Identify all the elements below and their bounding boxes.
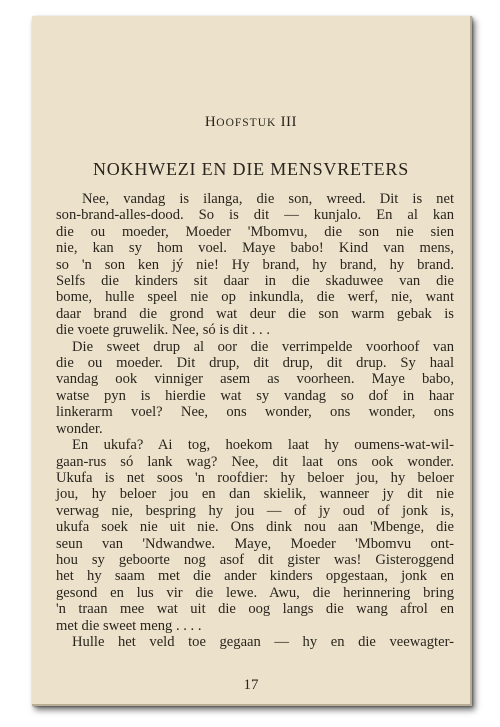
text-line: Hulle het veld toe gegaan — hy en die veewagter- [72,633,454,650]
chapter-heading [32,114,470,131]
text-line: met die sweet meng . . . . [56,617,202,634]
text-line: gesond en lus vir die lewe. Awu, die herinnering bring [56,584,454,601]
text-line: Selfs die kinders sit daar in die skaduwee van die [56,273,454,290]
text-line: ukufa soek nie uit nie. Ons dink nou aan 'Mbenge, die [56,519,454,536]
text-line: het hy saam met die ander kinders opgestaan, jonk en [56,568,454,585]
text-line: jou, hy beloer jou en dan skielik, wanneer jy dit nie [56,486,454,503]
text-line: gaan-rus só lank wag? Nee, dit laat ons ook wonder. [56,453,454,470]
text-line: linkerarm voel? Nee, ons wonder, ons wonder, ons [56,404,454,421]
chapter-word-rest: OOFSTUK [216,117,277,129]
text-line: verwag nie, bespring hy jou — of jy oud of jonk is, [56,502,454,519]
text-line: vandag ook vinniger asem as voorheen. Maye babo, [56,371,454,388]
text-line: hou sy geboorte nog asof dit gister was! Gisteroggend [56,551,454,568]
text-line: En ukufa? Ai tog, hoekom laat hy oumens-wat-wil- [72,437,454,454]
text-line: die ou moeder. Dit drup, dit drup, dit drup. Sy haal [56,355,454,372]
page-number: 17 [243,677,259,693]
text-line: bome, hulle speel nie op inkundla, die werf, nie, want [56,289,454,306]
text-line: seun van 'Ndwandwe. Maye, Moeder 'Mbomvu ont- [56,535,454,552]
text-line: nie, kan sy hom voel. Maye babo! Kind van mens, [56,240,454,257]
text-line: Nee, vandag is ilanga, die son, wreed. Dit is net [82,191,454,207]
text-line: daar brand die grond wat deur die son warm gebak is [56,305,454,322]
text-line: watse pyn is hierdie wat sy vandag so dof in haar [56,387,454,404]
body-text [56,191,454,650]
chapter-title: NOKHWEZI EN DIE MENSVRETERS [92,159,410,179]
text-line: wonder. [56,420,103,437]
chapter-word-initial: H [204,114,217,130]
chapter-numeral: III [280,114,298,130]
text-line: son-brand-alles-dood. So is dit — kunjalo. En al kan [56,207,454,224]
text-line: so 'n son ken jý nie! Hy brand, hy brand, hy brand. [56,256,454,273]
book-page [32,16,472,706]
text-line: 'n traan mee wat uit die oog langs die wang afrol en [56,601,454,618]
text-line: Ukufa is net soos 'n roofdier: hy beloer jou, hy beloer [56,469,454,486]
text-line: Die sweet drup al oor die verrimpelde voorhoof van [72,338,454,355]
text-line: die voete gruwelik. Nee, só is dit . . . [56,322,270,339]
text-line: die ou moeder, Moeder 'Mbomvu, die son nie sien [56,223,454,240]
